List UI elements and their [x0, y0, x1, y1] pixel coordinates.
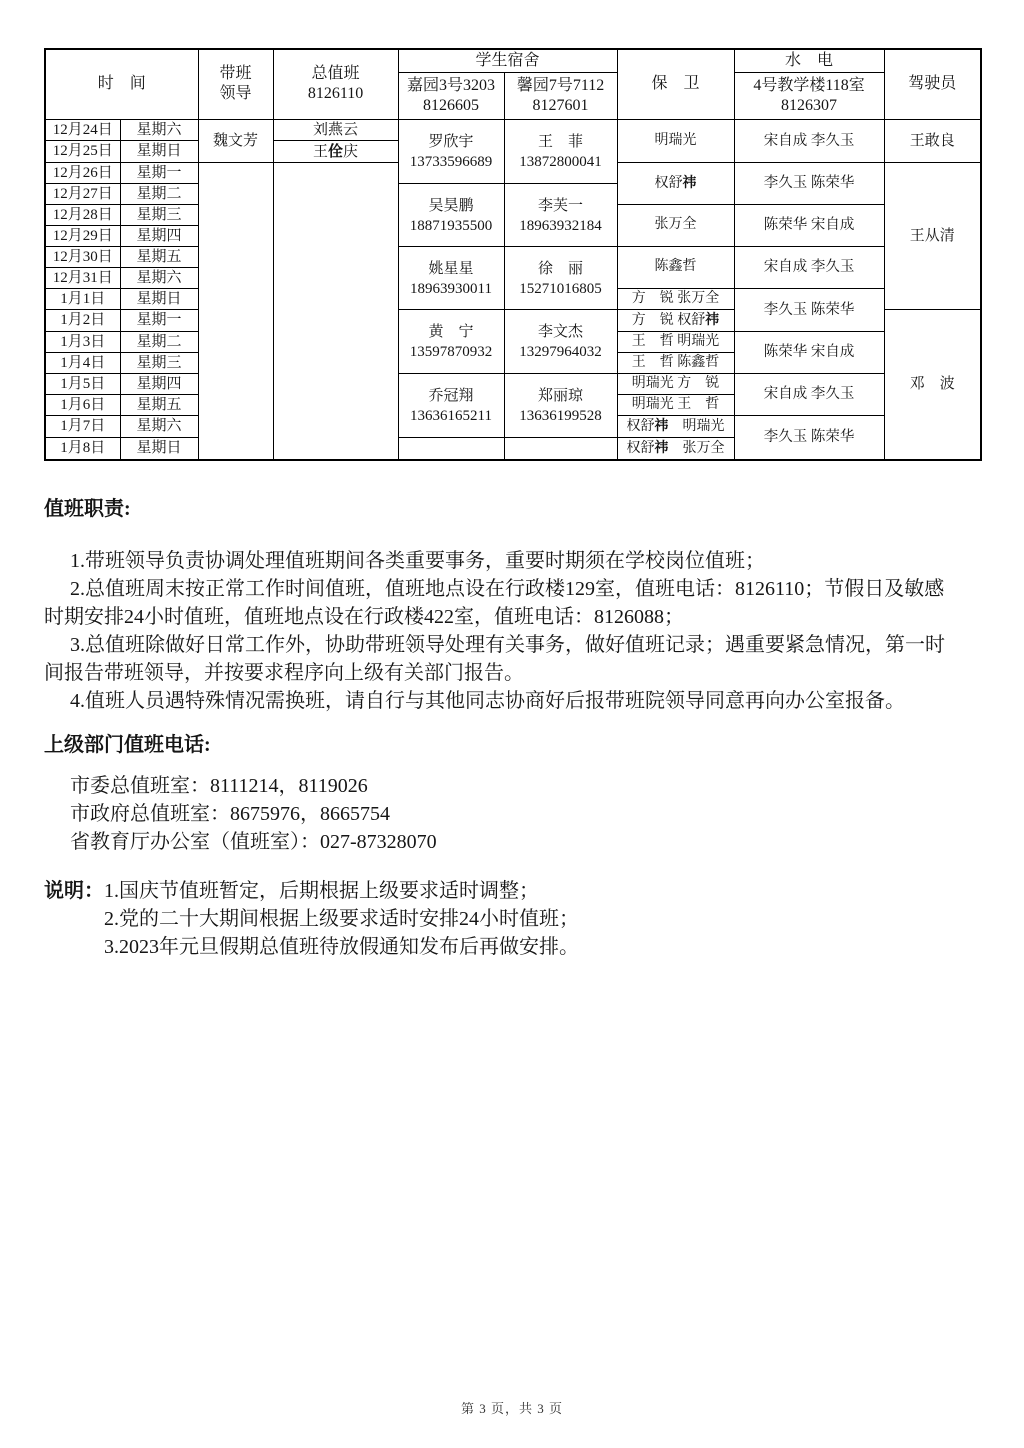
dorm-duty-name: 李文杰	[538, 324, 584, 340]
substituted-glyph: 佺	[328, 141, 344, 160]
security-cell: 王 哲 陈鑫哲	[617, 352, 734, 373]
date-cell: 1月4日	[45, 352, 120, 373]
notes-items	[104, 877, 579, 961]
utility-cell: 宋自成 李久玉	[734, 119, 884, 162]
duty-cell: 刘燕云	[273, 119, 398, 140]
dorm-duty-phone: 13636165211	[410, 408, 492, 424]
duties-paragraphs	[44, 547, 980, 715]
dorm2-cell	[504, 183, 617, 246]
date-cell: 12月27日	[45, 183, 120, 204]
weekday-cell: 星期三	[120, 352, 198, 373]
header-dorm2-line1: 馨园7号7112	[516, 76, 605, 94]
security-cell: 权舒祎 明瑞光	[617, 415, 734, 437]
dorm1-cell	[398, 437, 504, 460]
driver-cell: 王从清	[884, 162, 981, 309]
date-cell: 12月24日	[45, 119, 120, 140]
header-duty-line2: 8126110	[307, 85, 364, 103]
header-utility-line2: 8126307	[781, 96, 838, 114]
header-leader	[198, 49, 273, 119]
security-cell: 权舒祎 张万全	[617, 437, 734, 460]
note-line: 2.党的二十大期间根据上级要求适时安排24小时值班；	[104, 907, 579, 930]
weekday-cell: 星期五	[120, 394, 198, 415]
dorm-duty-name: 郑丽琼	[538, 388, 584, 404]
note-line: 3.2023年元旦假期总值班待放假通知发布后再做安排。	[104, 935, 579, 958]
date-cell: 1月8日	[45, 437, 120, 460]
weekday-cell: 星期一	[120, 309, 198, 331]
leader-cell	[198, 162, 273, 460]
dorm1-cell	[398, 183, 504, 246]
dorm-duty-name: 徐 丽	[538, 260, 584, 277]
duty-rule-line: 时期安排24小时值班，值班地点设在行政楼422室，值班电话：8126088；	[44, 605, 684, 628]
driver-cell: 王敢良	[884, 119, 981, 162]
dorm2-cell	[504, 119, 617, 183]
dorm1-cell	[398, 246, 504, 309]
weekday-cell: 星期二	[120, 331, 198, 352]
utility-cell: 陈荣华 宋自成	[734, 331, 884, 373]
date-cell: 12月26日	[45, 162, 120, 183]
weekday-cell: 星期日	[120, 437, 198, 460]
weekday-cell: 星期一	[120, 162, 198, 183]
date-cell: 12月28日	[45, 204, 120, 225]
dorm2-cell	[504, 246, 617, 309]
dorm-duty-phone: 13872800041	[519, 154, 602, 170]
header-leader-line2: 领导	[219, 85, 252, 103]
weekday-cell: 星期五	[120, 246, 198, 267]
duty-rule-line: 2.总值班周末按正常工作时间值班，值班地点设在行政楼129室，值班电话：8126110；节假日及敏感	[70, 577, 945, 600]
header-dorm2	[504, 72, 617, 119]
security-cell: 王 哲 明瑞光	[617, 331, 734, 352]
dorm-duty-phone: 13636199528	[519, 408, 602, 424]
dorm-duty-phone: 13733596689	[409, 154, 493, 170]
date-cell: 1月6日	[45, 394, 120, 415]
dorm-duty-name: 王 菲	[538, 134, 584, 150]
note-line: 1.国庆节值班暂定，后期根据上级要求适时调整；	[104, 879, 539, 902]
dorm1-cell	[398, 309, 504, 373]
header-duty	[273, 49, 398, 119]
phones-heading: 上级部门值班电话:	[44, 733, 211, 756]
weekday-cell: 星期日	[120, 288, 198, 309]
roster-row	[45, 119, 981, 140]
phone-line: 市委总值班室：8111214，8119026	[70, 774, 368, 797]
utility-cell: 宋自成 李久玉	[734, 373, 884, 415]
weekday-cell: 星期二	[120, 183, 198, 204]
substituted-glyph: 祎	[705, 311, 720, 328]
dorm1-cell	[398, 373, 504, 437]
dorm-duty-phone: 18963930011	[410, 280, 492, 297]
dorm2-cell	[504, 309, 617, 373]
dorm2-cell	[504, 373, 617, 437]
security-cell: 张万全	[617, 204, 734, 246]
dorm-duty-phone: 18871935500	[409, 217, 493, 234]
dorm-duty-name: 姚星星	[428, 260, 474, 277]
dorm2-cell	[504, 437, 617, 460]
header-dorm1-line1: 嘉园3号3203	[407, 76, 496, 94]
header-utility	[734, 72, 884, 119]
leader-cell: 魏文芳	[198, 119, 273, 162]
notes-label: 说明：	[44, 879, 104, 902]
phones-list	[44, 772, 980, 856]
substituted-glyph: 祎	[654, 439, 669, 456]
duty-rule-line: 3.总值班除做好日常工作外，协助带班领导处理有关事务，做好值班记录；遇重要紧急情况，第一时	[70, 633, 945, 656]
utility-cell: 陈荣华 宋自成	[734, 204, 884, 246]
duty-rule-line: 间报告带班领导，并按要求程序向上级有关部门报告。	[44, 661, 524, 684]
date-cell: 1月1日	[45, 288, 120, 309]
duty-cell: 王佺庆	[273, 140, 398, 162]
security-cell: 明瑞光	[617, 119, 734, 162]
date-cell: 12月30日	[45, 246, 120, 267]
header-driver: 驾驶员	[884, 49, 981, 119]
dorm-duty-phone: 18963932184	[519, 217, 602, 234]
duty-rule-line: 1.带班领导负责协调处理值班期间各类重要事务，重要时期须在学校岗位值班；	[70, 549, 765, 572]
duty-cell	[273, 162, 398, 460]
utility-cell: 李久玉 陈荣华	[734, 162, 884, 204]
security-cell: 方 锐 权舒祎	[617, 309, 734, 331]
date-cell: 12月29日	[45, 225, 120, 246]
phone-line: 省教育厅办公室（值班室）：027-87328070	[70, 830, 437, 853]
duties-heading: 值班职责:	[44, 497, 131, 520]
header-dorm1-line2: 8126605	[423, 96, 480, 114]
security-cell: 方 锐 张万全	[617, 288, 734, 309]
dorm-duty-name: 李芙一	[538, 197, 584, 214]
dorm-duty-phone: 15271016805	[519, 280, 602, 297]
weekday-cell: 星期三	[120, 204, 198, 225]
weekday-cell: 星期六	[120, 119, 198, 140]
dorm1-cell	[398, 119, 504, 183]
header-dorm-group: 学生宿舍	[398, 49, 617, 72]
dorm-duty-name: 黄 宁	[428, 324, 474, 340]
header-leader-line1: 带班	[219, 65, 252, 83]
substituted-glyph: 祎	[682, 174, 697, 191]
utility-cell: 李久玉 陈荣华	[734, 415, 884, 460]
page-footer: 第 3 页，共 3 页	[460, 1401, 563, 1416]
header-utility-line1: 4号教学楼118室	[753, 76, 865, 94]
weekday-cell: 星期四	[120, 373, 198, 394]
roster-row	[45, 373, 981, 394]
weekday-cell: 星期四	[120, 225, 198, 246]
header-dorm1	[398, 72, 504, 119]
dorm-duty-name: 罗欣宇	[428, 134, 474, 150]
date-cell: 1月7日	[45, 415, 120, 437]
dorm-duty-name: 吴昊鹏	[428, 197, 474, 214]
document-content	[44, 48, 980, 961]
driver-cell: 邓 波	[884, 309, 981, 460]
duty-roster-table	[44, 48, 982, 461]
weekday-cell: 星期六	[120, 415, 198, 437]
security-cell: 权舒祎	[617, 162, 734, 204]
phone-line: 市政府总值班室：8675976，8665754	[70, 802, 390, 825]
header-time: 时 间	[45, 49, 198, 119]
date-cell: 1月5日	[45, 373, 120, 394]
date-cell: 1月2日	[45, 309, 120, 331]
header-utility-group: 水 电	[734, 49, 884, 72]
notes-block	[44, 877, 980, 961]
substituted-glyph: 祎	[654, 417, 669, 434]
header-duty-line1: 总值班	[311, 65, 360, 83]
duty-rule-line: 4.值班人员遇特殊情况需换班，请自行与其他同志协商好后报带班院领导同意再向办公室报备。	[70, 689, 905, 712]
dorm-duty-phone: 13597870932	[409, 344, 493, 360]
weekday-cell: 星期日	[120, 140, 198, 162]
utility-cell: 李久玉 陈荣华	[734, 288, 884, 331]
security-cell: 陈鑫哲	[617, 246, 734, 288]
utility-cell: 宋自成 李久玉	[734, 246, 884, 288]
date-cell: 12月25日	[45, 140, 120, 162]
header-security: 保 卫	[617, 49, 734, 119]
roster-row	[45, 246, 981, 267]
security-cell: 明瑞光 王 哲	[617, 394, 734, 415]
weekday-cell: 星期六	[120, 267, 198, 288]
security-cell: 明瑞光 方 锐	[617, 373, 734, 394]
date-cell: 1月3日	[45, 331, 120, 352]
dorm-duty-name: 乔冠翔	[428, 388, 474, 404]
date-cell: 12月31日	[45, 267, 120, 288]
dorm-duty-phone: 13297964032	[519, 344, 602, 360]
header-dorm2-line2: 8127601	[532, 96, 589, 114]
